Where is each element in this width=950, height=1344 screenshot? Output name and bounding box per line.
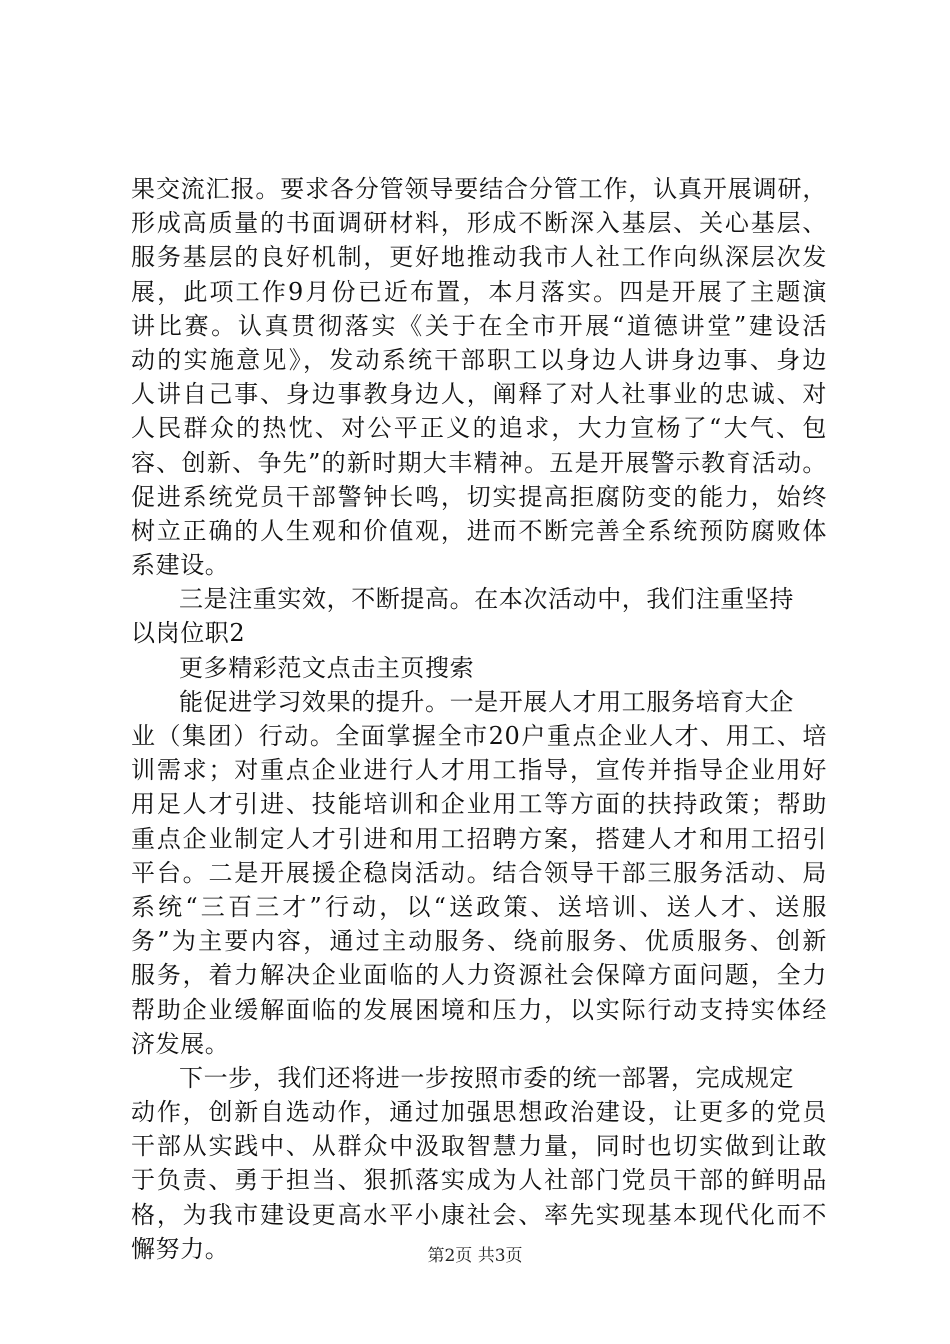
text-line: 人民群众的热忱、对公平正义的追求，大力宣杨了“大气、包 [131,414,827,443]
text-line: 用足人才引进、技能培训和企业用工等方面的扶持政策；帮助 [131,790,827,819]
text-line: 树立正确的人生观和价值观，进而不断完善全系统预防腐败体 [131,516,827,545]
document-body [131,172,827,1266]
text-line: 济发展。 [131,1029,230,1058]
text-line: 业（集团）行动。全面掌握全市20户重点企业人才、用工、培 [131,722,827,750]
text-line: 动作，创新自选动作，通过加强思想政治建设，让更多的党员 [131,1098,827,1127]
text-line: 动的实施意见》，发动系统干部职工以身边人讲身边事、身边 [131,345,827,374]
page-footer: 第2页 共3页 [427,1246,523,1266]
text-line: 服务，着力解决企业面临的人力资源社会保障方面问题，全力 [131,961,827,990]
text-line: 重点企业制定人才引进和用工招聘方案，搭建人才和用工招引 [131,824,827,853]
text-line: 果交流汇报。要求各分管领导要结合分管工作，认真开展调研， [131,175,827,203]
text-line: 能促进学习效果的提升。一是开展人才用工服务培育大企 [179,687,794,716]
text-line: 系建设。 [131,551,230,580]
text-line: 促进系统党员干部警钟长鸣，切实提高拒腐防变的能力，始终 [131,482,827,511]
text-line: 讲比赛。认真贯彻落实《关于在全市开展“道德讲堂”建设活 [131,311,827,340]
text-line: 训需求；对重点企业进行人才用工指导，宣传并指导企业用好 [131,756,827,785]
text-line: 务”为主要内容，通过主动服务、绕前服务、优质服务、创新 [131,927,827,956]
text-line: 下一步，我们还将进一步按照市委的统一部署，完成规定 [179,1063,794,1092]
text-line: 干部从实践中、从群众中汲取智慧力量，同时也切实做到让敢 [131,1132,827,1161]
text-line: 更多精彩范文点击主页搜索 [179,653,475,682]
text-line: 以岗位职2 [131,619,246,648]
text-line: 展，此项工作9月份已近布置，本月落实。四是开展了主题演 [131,277,827,306]
text-line: 平台。二是开展援企稳岗活动。结合领导干部三服务活动、局 [131,858,827,887]
text-line: 懈努力。 [131,1234,230,1263]
text-line: 于负责、勇于担当、狠抓落实成为人社部门党员干部的鲜明品 [131,1166,827,1195]
text-line: 容、创新、争先”的新时期大丰精神。五是开展警示教育活动。 [131,448,827,477]
text-line: 系统“三百三才”行动，以“送政策、送培训、送人才、送服 [131,892,827,921]
text-line: 格，为我市建设更高水平小康社会、率先实现基本现代化而不 [131,1200,827,1229]
text-line: 人讲自己事、身边事教身边人，阐释了对人社事业的忠诚、对 [131,380,827,409]
text-line: 帮助企业缓解面临的发展困境和压力，以实际行动支持实体经 [131,995,827,1024]
text-line: 服务基层的良好机制，更好地推动我市人社工作向纵深层次发 [131,243,827,272]
text-line: 三是注重实效，不断提高。在本次活动中，我们注重坚持 [179,585,794,614]
text-line: 形成高质量的书面调研材料，形成不断深入基层、关心基层、 [131,209,827,238]
